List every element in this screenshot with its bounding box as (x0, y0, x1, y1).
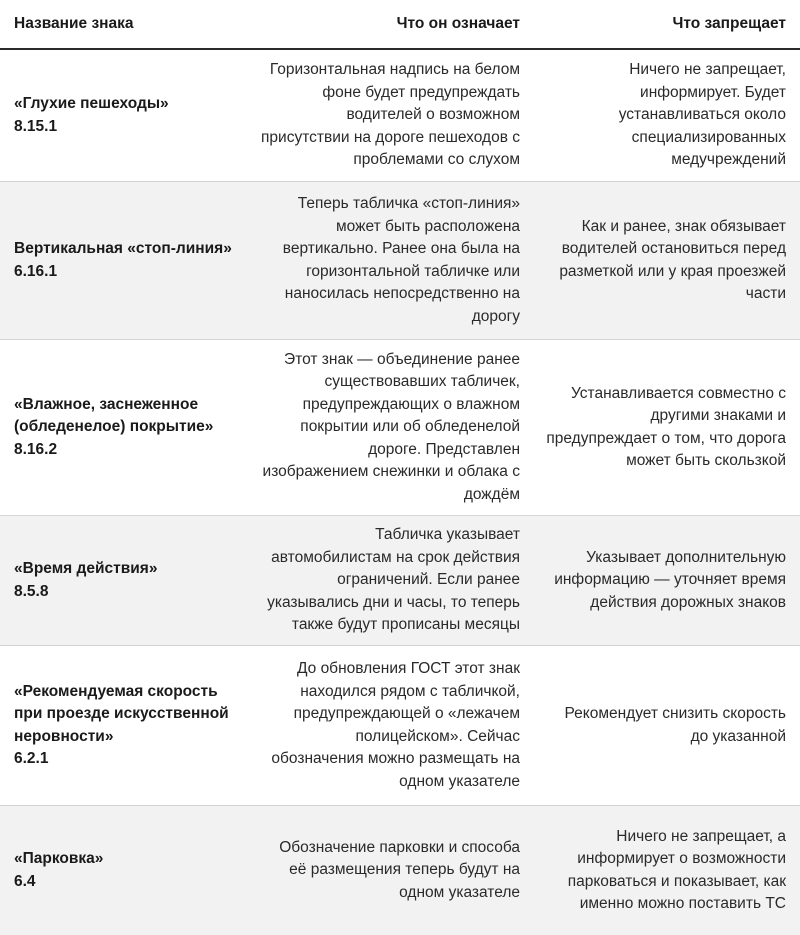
table-row (0, 340, 800, 516)
sign-name-cell (0, 681, 250, 771)
sign-restriction: Указывает дополнительную информацию — уточняет время действия дорожных знаков (554, 548, 786, 611)
sign-code: 6.2.1 (14, 750, 49, 767)
sign-name-cell (0, 848, 250, 893)
sign-meaning: Обозначение парковки и способа её размещения теперь будут на одном указателе (279, 838, 520, 901)
table-row (0, 516, 800, 646)
sign-restriction: Ничего не запрещает, а информирует о возможности парковаться и показывает, как именно можно поставить ТС (567, 827, 786, 912)
sign-restriction: Как и ранее, знак обязывает водителей остановиться перед разметкой или у края проезжей части (559, 217, 786, 302)
sign-restriction: Устанавливается совместно с другими знаками и предупреждает о том, что дорога может быть скользкой (546, 384, 786, 469)
header-restriction: Что запрещает (672, 15, 786, 32)
sign-meaning: До обновления ГОСТ этот знак находился рядом с табличкой, предупреждающей о «лежачем полицейском». Сейчас обозначения можно размещать на одном указателе (271, 660, 520, 790)
table-row (0, 806, 800, 935)
sign-restriction: Рекомендует снизить скорость до указанной (564, 705, 786, 745)
table-row (0, 646, 800, 806)
sign-name: «Глухие пешеходы» (14, 95, 169, 112)
sign-name-cell (0, 394, 250, 462)
sign-name-cell (0, 93, 250, 138)
sign-code: 8.15.1 (14, 117, 58, 135)
table-row (0, 50, 800, 182)
sign-meaning: Табличка указывает автомобилистам на срок действия ограничений. Если ранее указывались дни и часы, то теперь также будут прописаны месяцы (267, 526, 520, 634)
sign-code: 8.5.8 (14, 582, 49, 600)
sign-name: «Парковка» (14, 850, 104, 867)
sign-name: «Время действия» (14, 560, 158, 577)
sign-restriction: Ничего не запрещает, информирует. Будет устанавливаться около специализированных медучреждений (618, 61, 786, 169)
sign-meaning: Теперь табличка «стоп-линия» может быть расположена вертикально. Ранее она была на горизонтальной табличке или наносилась непосредственно на дорогу (282, 195, 520, 325)
sign-meaning: Этот знак — объединение ранее существовавших табличек, предупреждающих о влажном покрытии или об обледенелой дороге. Представлен изображением снежинки и облака с дождём (262, 350, 520, 503)
header-sign-name: Название знака (14, 15, 134, 32)
table-row (0, 182, 800, 340)
sign-code: 6.4 (14, 872, 36, 890)
header-meaning: Что он означает (396, 15, 520, 32)
sign-code: 6.16.1 (14, 262, 58, 280)
sign-name-cell (0, 238, 250, 283)
sign-meaning: Горизонтальная надпись на белом фоне будет предупреждать водителей о возможном присутствии на дороге пешеходов с проблемами со слухом (261, 61, 520, 169)
table-header (0, 0, 800, 50)
sign-name-cell (0, 558, 250, 603)
sign-name: «Рекомендуемая скорость при проезде искусственной неровности» (14, 682, 229, 745)
sign-name: «Влажное, заснеженное (обледенелое) покрытие» (14, 395, 214, 436)
sign-code: 8.16.2 (14, 440, 58, 458)
sign-name: Вертикальная «стоп-линия» (14, 240, 232, 257)
